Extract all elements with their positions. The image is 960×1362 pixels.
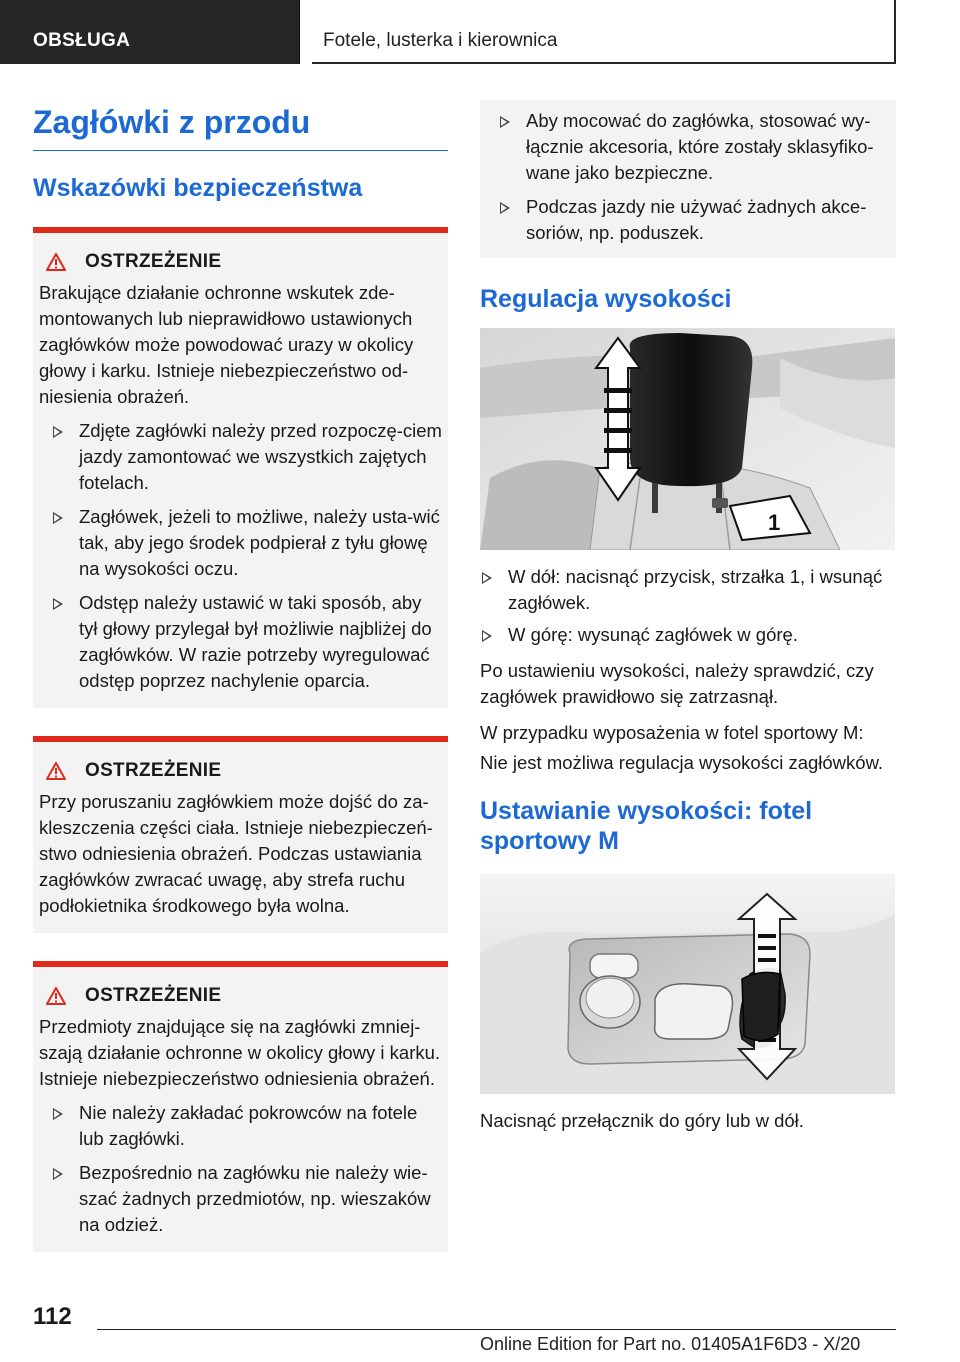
warning-list	[486, 108, 890, 246]
footer-edition: Online Edition for Part no. 01405A1F6D3 - X/20	[480, 1334, 861, 1354]
body-paragraph: W przypadku wyposażenia w fotel sportowy M:	[480, 722, 864, 743]
warning-text: Przedmioty znajdujące się na zagłówki zmniej-szają działanie ochronne w okolicy głowy i karku. Istnieje niebezpieczeństwo odniesienia obrażeń.	[39, 1016, 441, 1089]
list-item: Bezpośrednio na zagłówku nie należy wie-szać żadnych przedmiotów, np. wieszaków na odzież.	[39, 1160, 442, 1238]
list-item: W górę: wysunąć zagłówek w górę.	[480, 622, 896, 648]
sport-seat-switch-figure	[480, 874, 895, 1094]
bullet-triangle-icon	[482, 630, 492, 642]
page-title: Zagłówki z przodu	[33, 100, 448, 151]
seat-switch-illustration	[480, 874, 895, 1094]
headrest-height-figure	[480, 328, 895, 550]
warning-triangle-icon	[46, 253, 66, 271]
warning-title: OSTRZEŻENIE	[85, 760, 222, 781]
header-chapter-label: Fotele, lusterka i kierownica	[323, 30, 558, 51]
footer-divider	[97, 1329, 896, 1330]
warning-list	[39, 1100, 442, 1238]
bullet-triangle-icon	[53, 1168, 63, 1180]
warning-box-2	[33, 736, 448, 933]
warning-list	[39, 418, 442, 694]
bullet-triangle-icon	[482, 572, 492, 584]
warning-heading	[39, 249, 442, 275]
page-number: 112	[33, 1303, 72, 1330]
list-item: Zagłówek, jeżeli to możliwe, należy usta-wić tak, aby jego środek podpierał z tyłu głowę na wysokości oczu.	[39, 504, 442, 582]
body-paragraph: Nacisnąć przełącznik do góry lub w dół.	[480, 1110, 804, 1131]
list-item: Podczas jazdy nie używać żadnych akce-soriów, np. poduszek.	[486, 194, 890, 246]
header-section-tab	[0, 0, 300, 64]
warning-text: Przy poruszaniu zagłówkiem może dojść do za-kleszczenia części ciała. Istnieje niebezpieczeń-stwo odniesienia obrażeń. Podczas ustawiania zagłówków zwracać uwagę, aby strefa ruchu podłokietnika środkowego była wolna.	[39, 791, 433, 916]
warning-triangle-icon	[46, 987, 66, 1005]
bullet-triangle-icon	[53, 1108, 63, 1120]
bullet-triangle-icon	[500, 202, 510, 214]
list-item: Nie należy zakładać pokrowców na fotele lub zagłówki.	[39, 1100, 442, 1152]
bullet-triangle-icon	[53, 426, 63, 438]
header-section-label: OBSŁUGA	[33, 30, 131, 51]
bullet-triangle-icon	[53, 598, 63, 610]
list-item: Zdjęte zagłówki należy przed rozpoczę-ciem jazdy zamontować we wszystkich zajętych fotelach.	[39, 418, 442, 496]
height-adjust-title: Regulacja wysokości	[480, 285, 732, 313]
warning-triangle-icon	[46, 762, 66, 780]
body-paragraph: Po ustawieniu wysokości, należy sprawdzić, czy zagłówek prawidłowo się zatrzasnął.	[480, 660, 874, 707]
callout-number: 1	[768, 510, 781, 535]
right-column	[480, 100, 896, 1134]
safety-subtitle: Wskazówki bezpieczeństwa	[33, 174, 363, 202]
warning-title: OSTRZEŻENIE	[85, 985, 222, 1006]
bullet-triangle-icon	[500, 116, 510, 128]
warning-box-1	[33, 227, 448, 708]
header-chapter-tab	[312, 0, 896, 64]
warning-box-3	[33, 961, 448, 1252]
sport-seat-title: Ustawianie wysokości: fotel sportowy M	[480, 797, 813, 855]
bullet-triangle-icon	[53, 512, 63, 524]
list-item: Odstęp należy ustawić w taki sposób, aby tył głowy przylegał był możliwie najbliżej do zagłówków. W razie potrzeby wyregulować odstęp poprzez nachylenie oparcia.	[39, 590, 442, 694]
warning-text: Brakujące działanie ochronne wskutek zde-montowanych lub nieprawidłowo ustawionych zagłówków może powodować urazy w okolicy głowy i karku. Istnieje niebezpieczeństwo od-niesienia obrażeń.	[39, 282, 414, 407]
warning-heading	[39, 983, 442, 1009]
list-item: W dół: nacisnąć przycisk, strzałka 1, i wsunąć zagłówek.	[480, 564, 896, 616]
warning-title: OSTRZEŻENIE	[85, 251, 222, 272]
warning-heading	[39, 758, 442, 784]
height-steps-list	[480, 564, 896, 648]
list-item: Aby mocować do zagłówka, stosować wy-łącznie akcesoria, które zostały sklasyfiko-wane jako bezpieczne.	[486, 108, 890, 186]
body-paragraph: Nie jest możliwa regulacja wysokości zagłówków.	[480, 752, 884, 773]
left-column	[33, 100, 448, 1252]
warning-continuation-box	[480, 100, 896, 258]
headrest-illustration	[480, 328, 895, 550]
